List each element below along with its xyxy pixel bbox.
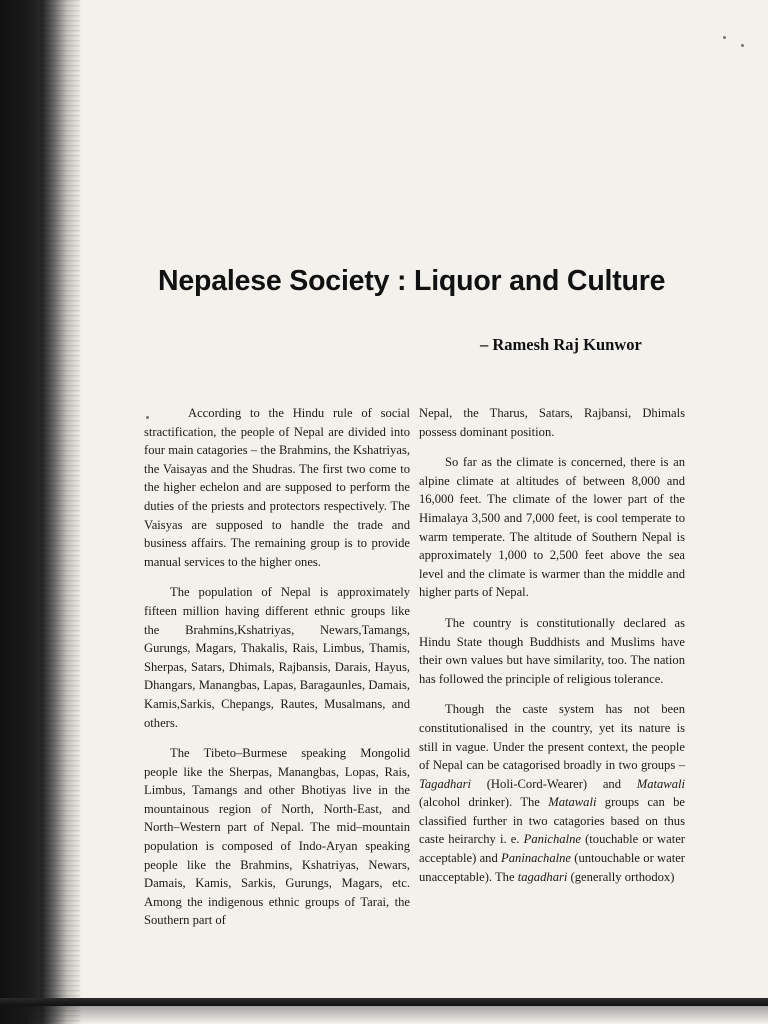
text-run: (alcohol drinker). The <box>419 795 549 810</box>
paragraph-tarai-continued: Nepal, the Tharus, Satars, Rajbansi, Dhimals possess dominant position. <box>419 406 685 439</box>
term-matawali: Matawali <box>548 795 597 810</box>
paragraph-climate: So far as the climate is concerned, there is an alpine climate at altitudes of between 8,000 and 16,000 feet. The climate of the lower part of the Himalaya 3,500 and 7,000 feet, is cool temperate to warm temperate. The altitude of Southern Nepal is approximately 1,000 to 2,500 feet above the sea level and the climate is warmer than the middle and higher parts of Nepal. <box>419 455 685 600</box>
paragraph-population: The population of Nepal is approximately fifteen million having different ethnic groups like the Brahmins,Kshatriyas, Newars,Tamangs, Gurungs, Magars, Thakalis, Rais, Limbus, Thamis, Sherpas, Satars, Dhimals, Rajbansis, Darais, Hayus, Dhangars, Manangbas, Lapas, Baragaunles, Damais, Kamis,Sarkis, Chepangs, Rautes, Musalmans, and others. <box>144 585 410 730</box>
paragraph-ethnic-regions: The Tibeto–Burmese speaking Mongolid people like the Sherpas, Manangbas, Lopas, Rais, Limbus, Tamangs and other Bhotiyas live in the mountainous region of North, North-East, and North–Western part of Nepal. The mid–mountain population is composed of Indo-Aryan speaking people like the Brahmins, Kshatriyas, Newars, Damais, Kamis, Sarkis, Gurungs, Magars, etc. Among the indigenous ethnic groups of Tarai, the Southern part of <box>144 746 410 928</box>
text-run: (untouchable or water unacceptable). The <box>419 851 685 884</box>
term-matawali: Matawali <box>636 776 685 791</box>
scan-bottom-shadow <box>0 1006 768 1024</box>
scan-bottom-edge <box>0 998 768 1006</box>
term-tagadhari: tagadhari <box>517 869 568 884</box>
term-tagadhari: Tagadhari <box>419 776 472 791</box>
article-title: Nepalese Society : Liquor and Culture <box>158 265 666 298</box>
paragraph-religion: The country is constitutionally declared as Hindu State though Buddhists and Muslims have their own values but have similarity, too. The nation has followed the principle of religious tolerance. <box>419 615 685 686</box>
text-run: (generally orthodox) <box>567 869 675 884</box>
paragraph-caste-system: According to the Hindu rule of social stractification, the people of Nepal are divided into four main catagories – the Brahmins, the Kshatriyas, the Vaisayas and the Shudras. The first two come to the higher echelon and are supposed to perform the duties of the priests and protectors respectively. The Vaisyas are supposed to handle the trade and business affairs. The remaining group is to provide manual services to the higher ones. <box>144 406 410 569</box>
text-run: (Holi-Cord-Wearer) and <box>471 776 637 791</box>
scan-binding-texture <box>40 0 80 1024</box>
term-panichalne: Panichalne <box>523 832 581 847</box>
right-column <box>419 404 685 898</box>
margin-mark <box>723 36 726 39</box>
margin-mark <box>741 44 744 47</box>
paragraph-caste-groups <box>419 700 685 886</box>
text-run: Though the caste system has not been constitutionalised in the country, yet its nature is still in vague. Under the present context, the people of Nepal can be catagorised broadly in two groups – <box>419 702 685 773</box>
text-run: groups can be classified further in two catagories based on thus caste heirarchy i. e. <box>419 795 685 847</box>
text-run: (touchable or water acceptable) and <box>419 832 685 866</box>
term-paninachalne: Paninachalne <box>501 851 571 866</box>
left-column <box>144 404 410 942</box>
article-author: – Ramesh Raj Kunwor <box>480 335 642 354</box>
